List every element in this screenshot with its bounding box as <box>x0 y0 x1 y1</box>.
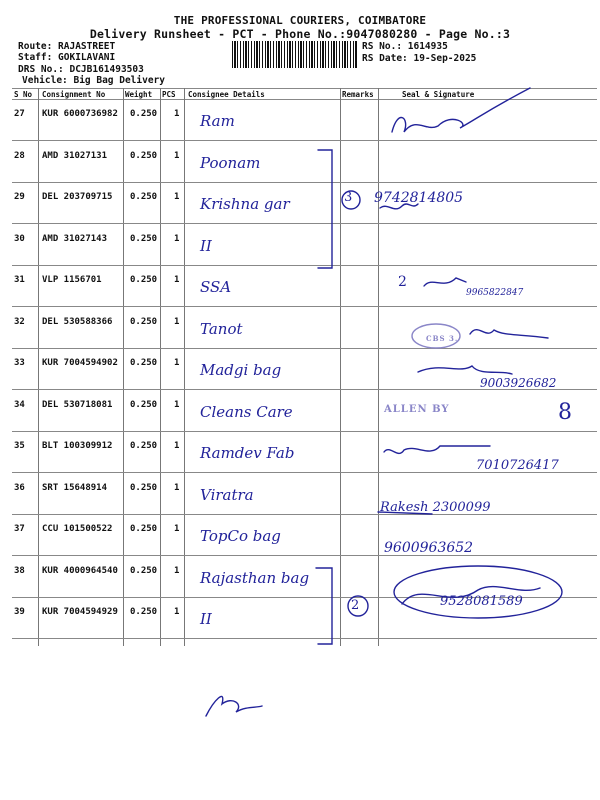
table-row <box>0 308 600 349</box>
row-sno: 30 <box>14 233 25 244</box>
header-sno: S No <box>14 90 33 99</box>
row-sno: 37 <box>14 524 25 534</box>
rubber-stamp: ALLEN BY <box>384 404 450 415</box>
round-stamp: CBS 3. <box>426 334 459 343</box>
row-consignee: SSA <box>200 278 232 296</box>
runsheet-subtitle: Delivery Runsheet - PCT - Phone No.:9047080280 - Page No.:3 <box>89 27 511 41</box>
table-row <box>0 225 600 266</box>
row-pcs: 1 <box>174 358 180 368</box>
row-signature: 7010726417 <box>476 458 559 473</box>
table-top-border <box>12 88 597 89</box>
table-row <box>0 183 600 224</box>
row-pcs: 1 <box>174 150 180 161</box>
table-row <box>0 515 600 556</box>
row-weight: 0.250 <box>130 441 158 451</box>
row-signature: 9742814805 <box>374 190 464 206</box>
row-sno: 36 <box>14 482 25 493</box>
remark-count-3: 3 <box>344 190 353 205</box>
row-consignment-no: AMD 31027131 <box>42 150 108 161</box>
table-row <box>0 474 600 515</box>
table-row <box>0 266 600 307</box>
header-weight: Weight <box>125 90 153 99</box>
row-sno: 33 <box>14 358 25 368</box>
row-pcs: 1 <box>174 399 180 410</box>
row-pcs: 1 <box>174 109 180 119</box>
row-consignment-no: KUR 7004594902 <box>42 358 118 368</box>
row-pcs: 1 <box>174 565 180 576</box>
table-row <box>0 100 600 141</box>
row-sno: 35 <box>14 441 25 451</box>
row-sno: 27 <box>14 109 25 119</box>
row-consignee: Viratra <box>200 485 254 504</box>
row-consignment-no: BLT 100309912 <box>42 441 113 451</box>
row-consignment-no: DEL 530718081 <box>42 399 113 410</box>
row-weight: 0.250 <box>130 565 158 576</box>
row-consignment-no: KUR 4000964540 <box>42 565 118 576</box>
header-seal-signature: Seal & Signature <box>402 90 475 99</box>
row-weight: 0.250 <box>130 233 158 244</box>
rs-date: RS Date: 19-Sep-2025 <box>362 53 477 64</box>
barcode <box>232 41 358 68</box>
row-consignment-no: DEL 203709715 <box>42 192 113 202</box>
row-sno: 32 <box>14 316 25 327</box>
vehicle-label: Vehicle: Big Bag Delivery <box>22 75 165 86</box>
signature-bottom <box>206 696 262 716</box>
row-weight: 0.250 <box>130 524 158 534</box>
row-signature: 9965822847 <box>466 288 524 298</box>
row-pcs: 1 <box>174 233 180 244</box>
row-signature: 9600963652 <box>384 540 474 556</box>
row-consignee: Ram <box>200 112 235 130</box>
row-sno: 29 <box>14 192 25 202</box>
row-weight: 0.250 <box>130 607 158 617</box>
route-label: Route: RAJASTREET <box>18 41 116 52</box>
row-consignee: II <box>200 610 212 628</box>
row-consignment-no: SRT 15648914 <box>42 482 108 493</box>
row-signature: 9003926682 <box>480 376 557 390</box>
row-consignee: Poonam <box>200 153 261 172</box>
staff-label: Staff: GOKILAVANI <box>18 52 116 63</box>
row-sno: 38 <box>14 565 25 576</box>
remark-count-2: 2 <box>398 274 407 290</box>
row-consignee: Ramdev Fab <box>200 444 295 462</box>
row-consignee: Cleans Care <box>200 402 293 421</box>
row-weight: 0.250 <box>130 192 158 202</box>
row-weight: 0.250 <box>130 109 158 119</box>
row-consignee: TopCo bag <box>200 527 281 545</box>
row-sno: 31 <box>14 275 25 285</box>
row-signature: 9528081589 <box>440 594 523 609</box>
row-sno: 34 <box>14 399 25 410</box>
remark-count-2: 2 <box>351 598 360 613</box>
drs-number: DRS No.: DCJB161493503 <box>18 64 144 75</box>
row-consignee: Krishna gar <box>200 195 290 213</box>
row-pcs: 1 <box>174 316 180 327</box>
row-weight: 0.250 <box>130 399 158 410</box>
row-consignee: Madgi bag <box>200 361 282 379</box>
row-consignment-no: KUR 7004594929 <box>42 607 118 617</box>
row-pcs: 1 <box>174 275 180 285</box>
header-consignee: Consignee Details <box>188 90 265 99</box>
rs-number: RS No.: 1614935 <box>362 41 448 52</box>
row-weight: 0.250 <box>130 358 158 368</box>
table-row <box>0 391 600 432</box>
row-sno: 28 <box>14 150 25 161</box>
row-pcs: 1 <box>174 524 180 534</box>
row-weight: 0.250 <box>130 482 158 493</box>
row-pcs: 1 <box>174 482 180 493</box>
row-weight: 0.250 <box>130 150 158 161</box>
row-consignee: Rajasthan bag <box>200 568 310 587</box>
row-consignment-no: KUR 6000736982 <box>42 109 118 119</box>
row-consignee: Tanot <box>200 319 243 338</box>
row-consignment-no: CCU 101500522 <box>42 524 113 534</box>
row-signature: Rakesh 2300099 <box>380 500 491 515</box>
row-pcs: 1 <box>174 441 180 451</box>
row-consignment-no: VLP 1156701 <box>42 275 102 285</box>
row-pcs: 1 <box>174 607 180 617</box>
row-weight: 0.250 <box>130 316 158 327</box>
row-consignment-no: DEL 530588366 <box>42 316 113 327</box>
table-row <box>0 557 600 598</box>
row-divider <box>12 638 597 639</box>
table-row <box>0 142 600 183</box>
row-sno: 39 <box>14 607 25 617</box>
company-name: THE PROFESSIONAL COURIERS, COIMBATORE <box>173 14 427 27</box>
remark-count-8: 8 <box>558 400 572 425</box>
row-consignment-no: AMD 31027143 <box>42 233 108 244</box>
row-pcs: 1 <box>174 192 180 202</box>
header-consignment: Consignment No <box>42 90 106 99</box>
header-remarks: Remarks <box>342 90 374 99</box>
header-pcs: PCS <box>162 90 176 99</box>
row-weight: 0.250 <box>130 275 158 285</box>
row-consignee: II <box>200 236 212 255</box>
